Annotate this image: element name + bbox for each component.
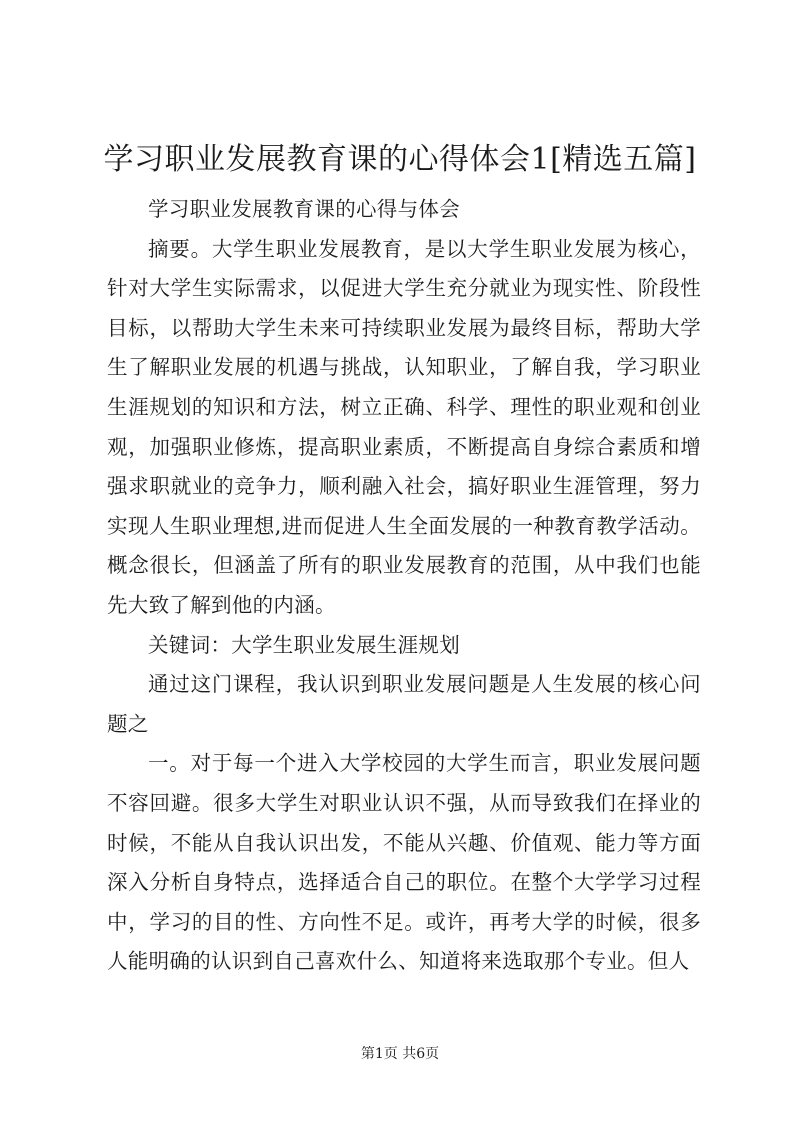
document-body: [107, 190, 701, 982]
abstract-paragraph: 摘要。大学生职业发展教育，是以大学生职业发展为核心，针对大学生实际需求，以促进大学生充分就业为现实性、阶段性目标，以帮助大学生未来可持续职业发展为最终目标，帮助大学生了解职业发展的机遇与挑战，认知职业，了解自我，学习职业生涯规划的知识和方法，树立正确、科学、理性的职业观和创业观，加强职业修炼，提高职业素质，不断提高自身综合素质和增强求职就业的竞争力，顺利融入社会，搞好职业生涯管理，努力实现人生职业理想,进而促进人生全面发展的一种教育教学活动。概念很长，但涵盖了所有的职业发展教育的范围，从中我们也能先大致了解到他的内涵。: [107, 236, 701, 617]
body-paragraph: 通过这门课程，我认识到职业发展问题是人生发展的核心问题之: [107, 672, 701, 736]
keywords-paragraph: 关键词：大学生职业发展生涯规划: [148, 632, 460, 657]
body-paragraph: 一。对于每一个进入大学校园的大学生而言，职业发展问题不容回避。很多大学生对职业认识不强，从而导致我们在择业的时候，不能从自我认识出发，不能从兴趣、价值观、能力等方面深入分析自身特点，选择适合自己的职位。在整个大学学习过程中，学习的目的性、方向性不足。或许，再考大学的时候，很多人能明确的认识到自己喜欢什么、知道将来选取那个专业。但人: [107, 751, 701, 974]
page-number-footer: 第1页 共6页: [360, 1046, 440, 1062]
document-title: 学习职业发展教育课的心得体会1[精选五篇]: [103, 142, 697, 177]
subtitle-paragraph: 学习职业发展教育课的心得与体会: [148, 197, 460, 221]
